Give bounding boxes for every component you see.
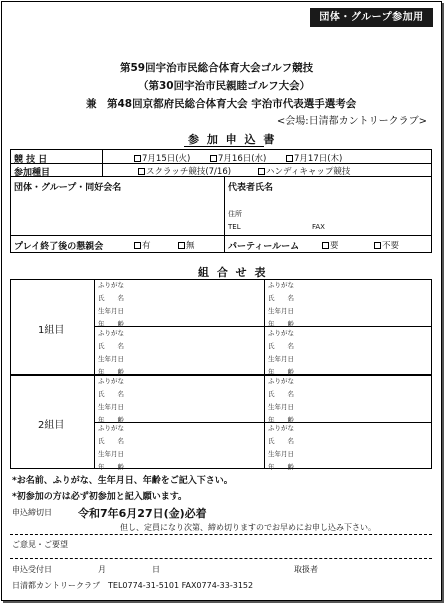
date-option-3-label: 7月17日(木) [294,154,343,164]
social-yes-label: 有 [142,241,151,251]
furigana-field: ふりがな [268,329,294,337]
handler-label: 取扱者 [294,565,318,574]
player-cell[interactable] [268,422,294,474]
checkbox-icon[interactable] [210,155,217,162]
note-first-time: *初参加の方は必ず初参加と記入願います。 [12,492,187,502]
player-cell[interactable] [98,422,124,474]
application-heading: 参 加 申 込 書 [188,133,277,146]
date-option-3[interactable] [286,152,342,164]
furigana-field: ふりがな [98,281,124,289]
party-required-label: 要 [330,241,339,251]
name-field: 氏 名 [98,390,124,398]
category-option-handicap[interactable] [258,165,350,177]
title-line-3: 兼 第48回京都府民総合体育大会 宇治市代表選手選考会 [86,98,357,110]
age-field: 年 齢 [98,320,124,328]
birthdate-field: 生年月日 [268,355,294,363]
name-field: 氏 名 [98,437,124,445]
received-date-label: 申込受付日 [12,565,52,574]
dashed-separator [10,558,432,559]
title-line-2: （第30回宇治市民親睦ゴルフ大会） [138,80,311,92]
col-divider [102,149,103,176]
note-names: *お名前、ふりがな、生年月日、年齢をご記入下さい。 [12,476,233,486]
pairing-heading: 組 合 せ 表 [198,266,268,279]
dashed-separator [10,534,432,535]
furigana-field: ふりがな [268,377,294,385]
checkbox-icon[interactable] [178,242,185,249]
player-cell[interactable] [268,327,294,379]
age-field: 年 齢 [98,416,124,424]
checkbox-icon[interactable] [134,155,141,162]
name-field: 氏 名 [98,294,124,302]
party-not-required-option[interactable] [374,239,399,251]
age-field: 年 齢 [268,416,294,424]
furigana-field: ふりがな [98,377,124,385]
age-field: 年 齢 [98,463,124,471]
party-not-required-label: 不要 [382,241,400,251]
age-field: 年 齢 [268,463,294,471]
application-heading-underline [184,146,264,147]
fax-label: FAX [312,223,325,231]
birthdate-field: 生年月日 [98,450,124,458]
event-day-label: 競 技 日 [14,155,48,165]
deadline-label: 申込締切日 [12,508,52,517]
club-contact-footer: 日清都カントリークラブ TEL0774-31-5101 FAX0774-33-3152 [12,581,254,590]
checkbox-icon[interactable] [134,242,141,249]
date-option-2-label: 7月16日(水) [218,154,267,164]
social-no-label: 無 [186,241,195,251]
birthdate-field: 生年月日 [98,355,124,363]
name-field: 氏 名 [268,437,294,445]
player-cell[interactable] [268,279,294,331]
birthdate-field: 生年月日 [98,307,124,315]
representative-label: 代表者氏名 [228,183,274,193]
furigana-field: ふりがな [268,424,294,432]
age-field: 年 齢 [98,368,124,376]
birthdate-field: 生年月日 [98,403,124,411]
checkbox-icon[interactable] [138,168,145,175]
name-field: 氏 名 [98,342,124,350]
social-yes-option[interactable] [134,239,151,251]
player-cell[interactable] [98,279,124,331]
date-option-1[interactable] [134,152,190,164]
group-entry-badge: 団体・グループ参加用 [310,8,433,27]
group-2-label: 2組目 [38,420,65,431]
category-scratch-label: スクラッチ競技(7/16) [146,167,232,177]
col-divider [224,176,225,253]
checkbox-icon[interactable] [286,155,293,162]
capacity-caveat: 但し、定員になり次第、締め切りますのでお早めにお申し込み下さい。 [120,523,376,532]
row-divider [94,326,432,327]
venue-label: <会場:日清都カントリークラブ> [276,116,427,127]
birthdate-field: 生年月日 [268,450,294,458]
group-divider [10,374,432,376]
name-field: 氏 名 [268,342,294,350]
received-day-label: 日 [152,565,160,574]
received-month-label: 月 [98,565,106,574]
party-required-option[interactable] [322,239,339,251]
name-field: 氏 名 [268,294,294,302]
birthdate-field: 生年月日 [268,307,294,315]
category-label: 参加種目 [14,168,51,178]
furigana-field: ふりがな [98,424,124,432]
deadline-date: 令和7年6月27日(金)必着 [78,507,207,520]
date-option-1-label: 7月15日(火) [142,154,191,164]
player-cell[interactable] [98,375,124,427]
title-line-1: 第59回宇治市民総合体育大会ゴルフ競技 [120,62,314,74]
tel-label: TEL [228,223,241,231]
age-field: 年 齢 [268,320,294,328]
category-option-scratch[interactable] [138,165,231,177]
party-room-label: パーティールーム [228,242,300,252]
furigana-field: ふりがな [268,281,294,289]
social-gathering-label: プレイ終了後の懇親会 [14,242,104,252]
group-1-label: 1組目 [38,325,65,336]
comments-label: ご意見・ご要望 [12,540,68,549]
birthdate-field: 生年月日 [268,403,294,411]
furigana-field: ふりがな [98,329,124,337]
address-label: 住所 [228,210,242,218]
player-cell[interactable] [268,375,294,427]
age-field: 年 齢 [268,368,294,376]
social-no-option[interactable] [178,239,195,251]
group-name-label: 団体・グループ・同好会名 [14,183,122,193]
checkbox-icon[interactable] [258,168,265,175]
name-field: 氏 名 [268,390,294,398]
row-divider [94,422,432,423]
player-cell[interactable] [98,327,124,379]
checkbox-icon[interactable] [374,242,381,249]
checkbox-icon[interactable] [322,242,329,249]
application-form-page [1,1,442,601]
row-divider [10,235,432,236]
date-option-2[interactable] [210,152,266,164]
category-handicap-label: ハンディキャップ競技 [266,167,351,177]
